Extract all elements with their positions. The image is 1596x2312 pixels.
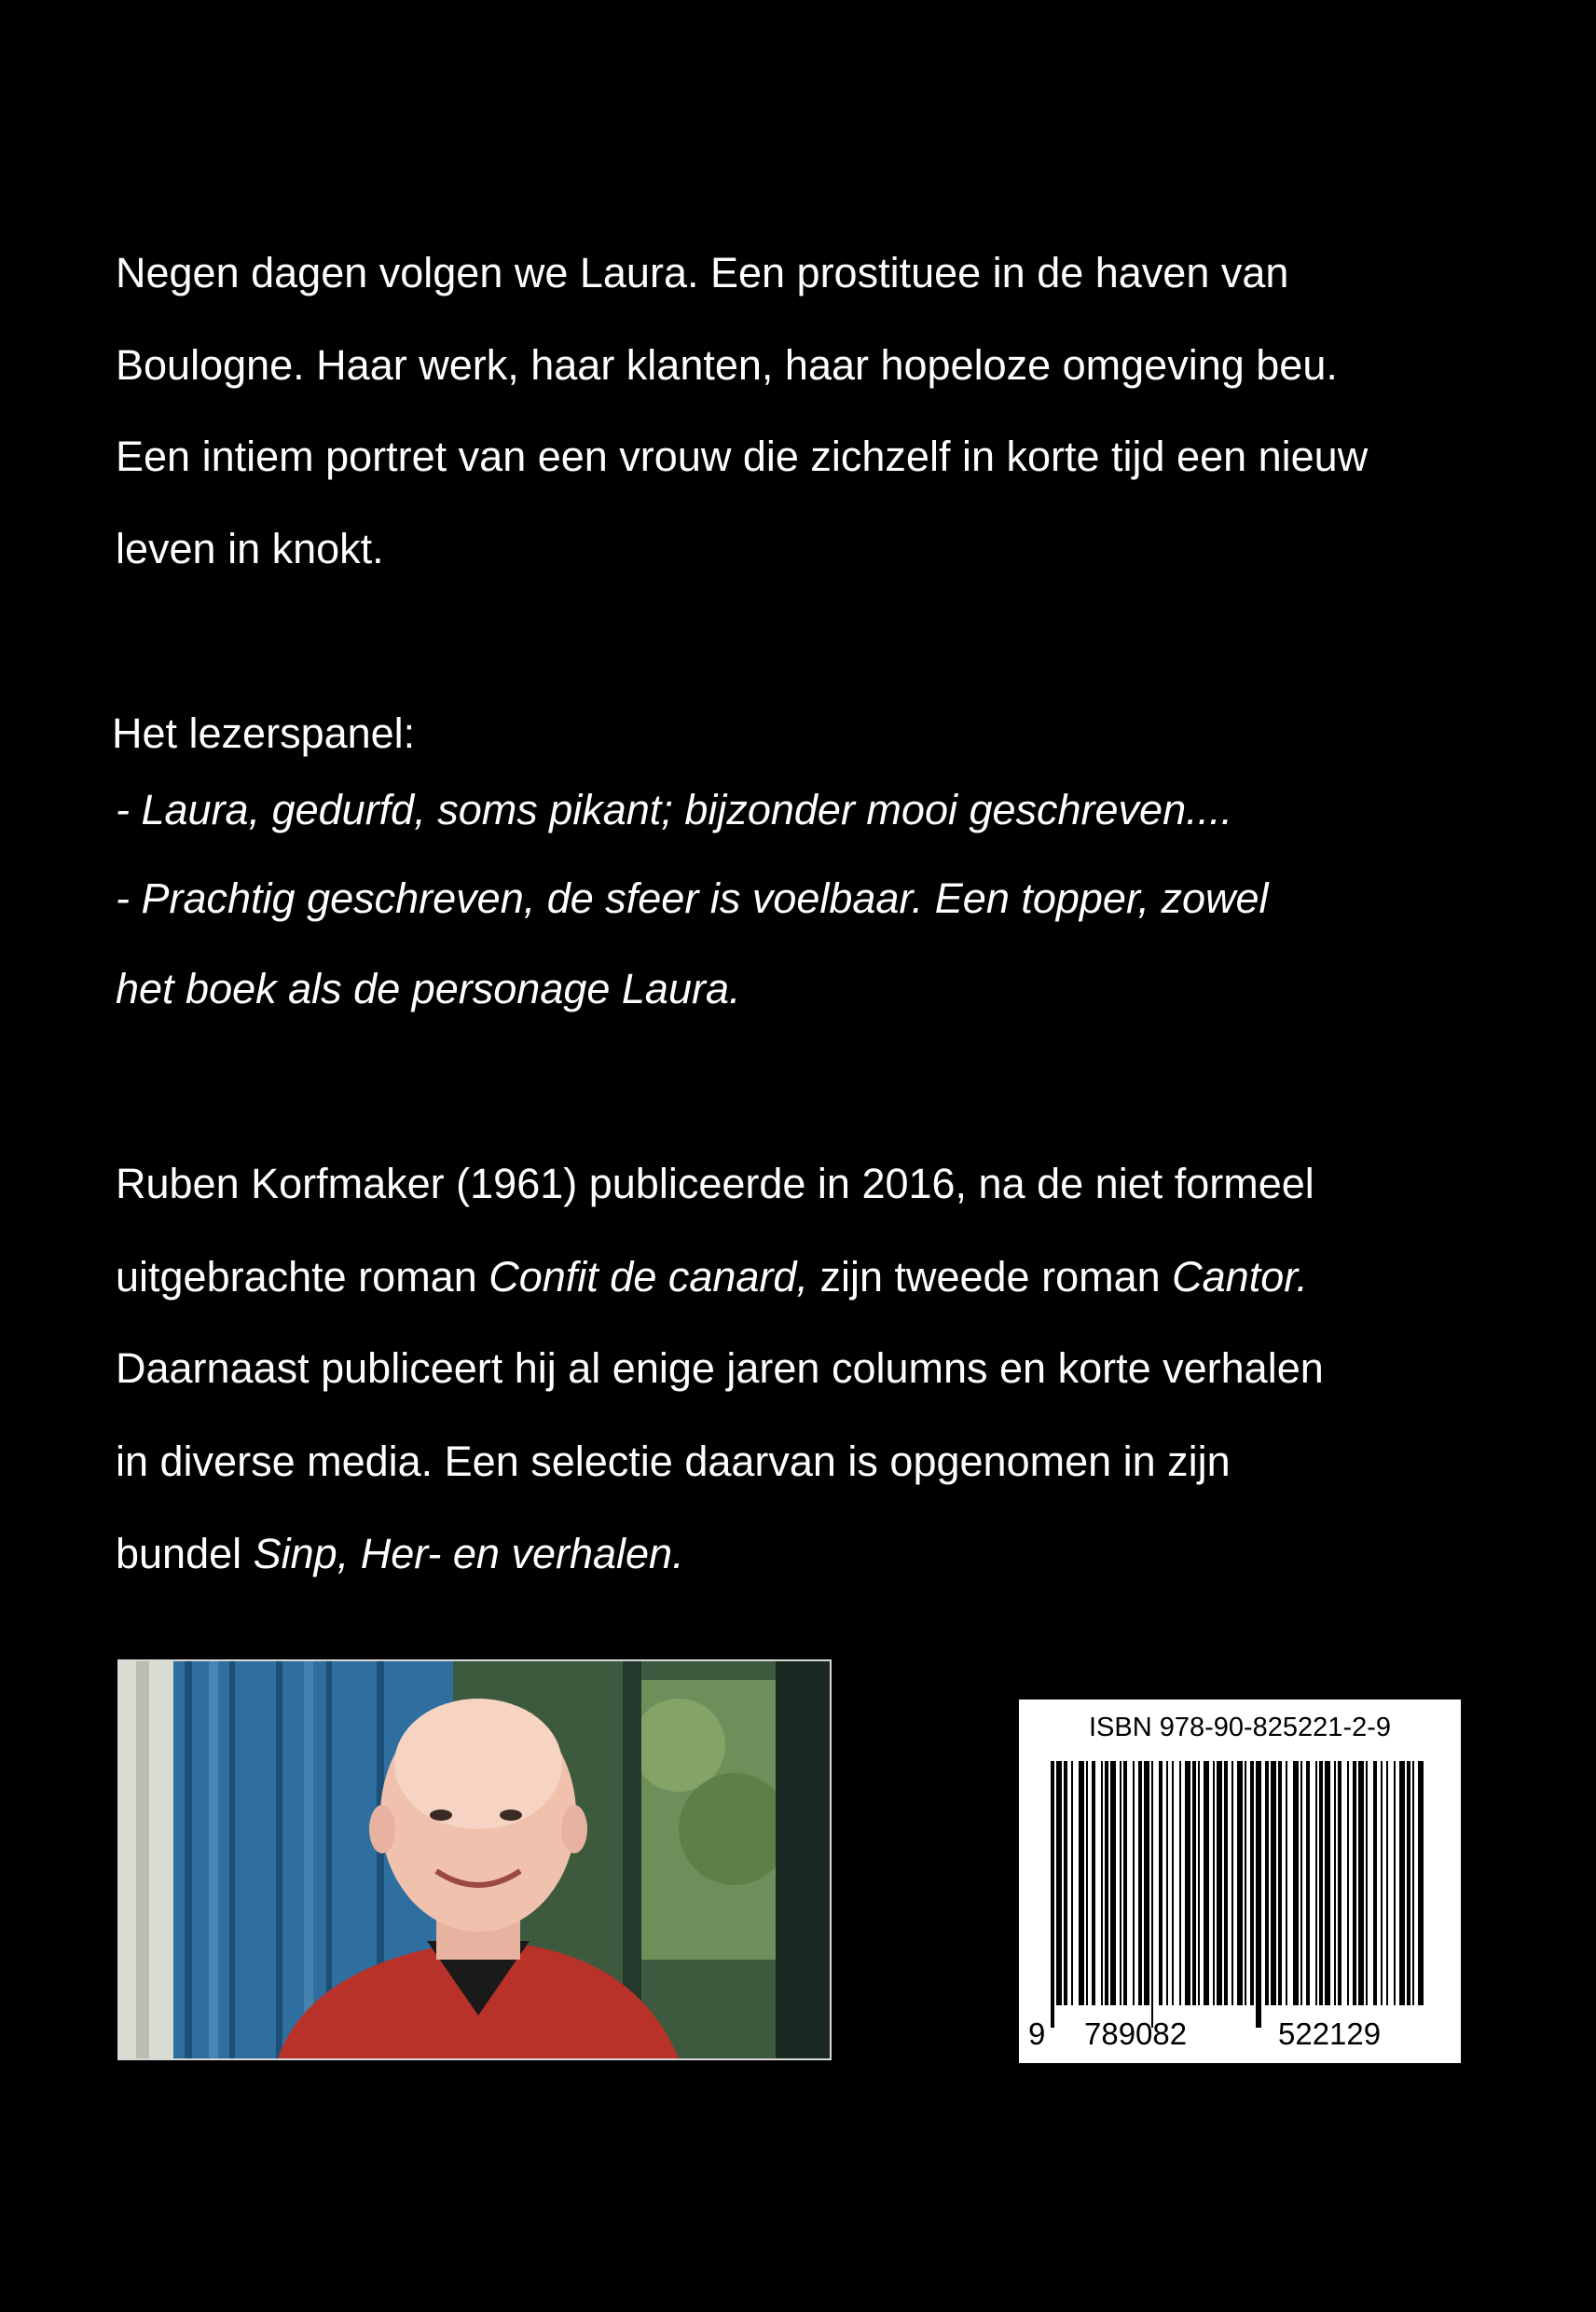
barcode-bar [1418, 1761, 1424, 2005]
barcode-bar [1347, 1761, 1349, 2005]
barcode-digit-first: 9 [1028, 2016, 1046, 2051]
barcode-bar [1110, 1761, 1116, 2005]
barcode-bar [1151, 1761, 1153, 2028]
barcode-bar [1204, 1761, 1209, 2005]
barcode-bar [1056, 1761, 1062, 2005]
blurb-line: Negen dagen volgen we Laura. Een prostituee in de haven van [116, 249, 1289, 296]
barcode-bar [1079, 1761, 1084, 2005]
barcode [1019, 1700, 1461, 2063]
barcode-bar [1120, 1761, 1121, 2005]
barcode-bar [1399, 1761, 1405, 2005]
bio-text: uitgebrachte roman [116, 1253, 489, 1300]
reader-quote: - Laura, gedurfd, soms pikant; bijzonder mooi geschreven.... [116, 786, 1233, 833]
barcode-bar [1256, 1761, 1261, 2028]
blurb-line: Boulogne. Haar werk, haar klanten, haar hopeloze omgeving beu. [116, 341, 1338, 389]
bio-line [116, 1531, 684, 1577]
barcode-bar [1105, 1761, 1108, 2005]
author-portrait-image [119, 1661, 830, 2058]
barcode-bar [1286, 1761, 1287, 2005]
barcode-bar [1159, 1761, 1163, 2005]
barcode-bar [1306, 1761, 1310, 2005]
barcode-bar [1064, 1761, 1067, 2005]
barcode-bar [1271, 1761, 1276, 2005]
barcode-bar [1172, 1761, 1174, 2005]
barcode-bar [1265, 1761, 1269, 2005]
barcode-bar [1358, 1761, 1364, 2005]
barcode-bar [1319, 1761, 1323, 2005]
bio-line: Ruben Korfmaker (1961) publiceerde in 2016, na de niet formeel [116, 1160, 1314, 1207]
isbn-label: ISBN 978-90-825221-2-9 [1088, 1713, 1392, 1742]
barcode-bar [1315, 1761, 1317, 2005]
barcode-bar [1051, 1761, 1054, 2028]
barcode-bar [1407, 1761, 1410, 2005]
barcode-bar [1338, 1761, 1341, 2005]
blurb-line: leven in knokt. [116, 525, 384, 572]
barcode-bar [1250, 1761, 1254, 2005]
barcode-bar [1071, 1761, 1073, 2005]
barcode-bar [1381, 1761, 1383, 2005]
barcode-bar [1217, 1761, 1222, 2005]
barcode-bar [1366, 1761, 1368, 2005]
barcode-bar [1198, 1761, 1200, 2005]
barcode-bar [1138, 1761, 1142, 2005]
bio-line [116, 1254, 1308, 1300]
book-title: Confit de canard, [488, 1253, 808, 1300]
bio-line: Daarnaast publiceert hij al enige jaren columns en korte verhalen [116, 1344, 1324, 1392]
barcode-bar [1412, 1761, 1414, 2005]
reader-panel-heading: Het lezerspanel: [112, 709, 416, 757]
barcode-bar [1353, 1761, 1356, 2005]
barcode-bar [1386, 1761, 1388, 2005]
barcode-digits-right: 522129 [1278, 2016, 1382, 2051]
barcode-bar [1092, 1761, 1095, 2005]
barcode-bar [1123, 1761, 1127, 2005]
barcode-bar [1245, 1761, 1246, 2005]
book-title: Cantor. [1172, 1253, 1309, 1300]
barcode-bar [1213, 1761, 1215, 2005]
bio-text: zijn tweede roman [807, 1253, 1173, 1300]
barcode-bar [1192, 1761, 1196, 2005]
reader-quote: - Prachtig geschreven, de sfeer is voelbaar. Een topper, zowel [116, 874, 1269, 922]
bio-text: bundel [116, 1530, 254, 1577]
barcode-bar [1133, 1761, 1135, 2005]
barcode-bar [1166, 1761, 1168, 2005]
barcode-bar [1293, 1761, 1299, 2005]
barcode-bar [1278, 1761, 1282, 2005]
barcode-bar [1101, 1761, 1103, 2005]
barcode-bar [1334, 1761, 1336, 2005]
barcode-bar [1325, 1761, 1330, 2005]
author-photo [117, 1659, 832, 2060]
barcode-bar [1179, 1761, 1181, 2005]
barcode-bar [1373, 1761, 1377, 2005]
barcode-bar [1086, 1761, 1088, 2005]
barcode-bar [1300, 1761, 1302, 2005]
barcode-bar [1224, 1761, 1228, 2005]
reader-quote: het boek als de personage Laura. [116, 965, 741, 1012]
barcode-bar [1144, 1761, 1149, 2005]
barcode-bars [1043, 1761, 1435, 2028]
barcode-bar [1185, 1761, 1190, 2005]
barcode-bar [1394, 1761, 1396, 2005]
book-title: Sinp, Her- en verhalen. [253, 1530, 684, 1577]
bio-line: in diverse media. Een selectie daarvan is opgenomen in zijn [116, 1438, 1231, 1485]
barcode-digits-left: 789082 [1084, 2016, 1188, 2051]
blurb-line: Een intiem portret van een vrouw die zichzelf in korte tijd een nieuw [116, 433, 1369, 480]
barcode-bar [1237, 1761, 1243, 2005]
barcode-bar [1231, 1761, 1233, 2005]
